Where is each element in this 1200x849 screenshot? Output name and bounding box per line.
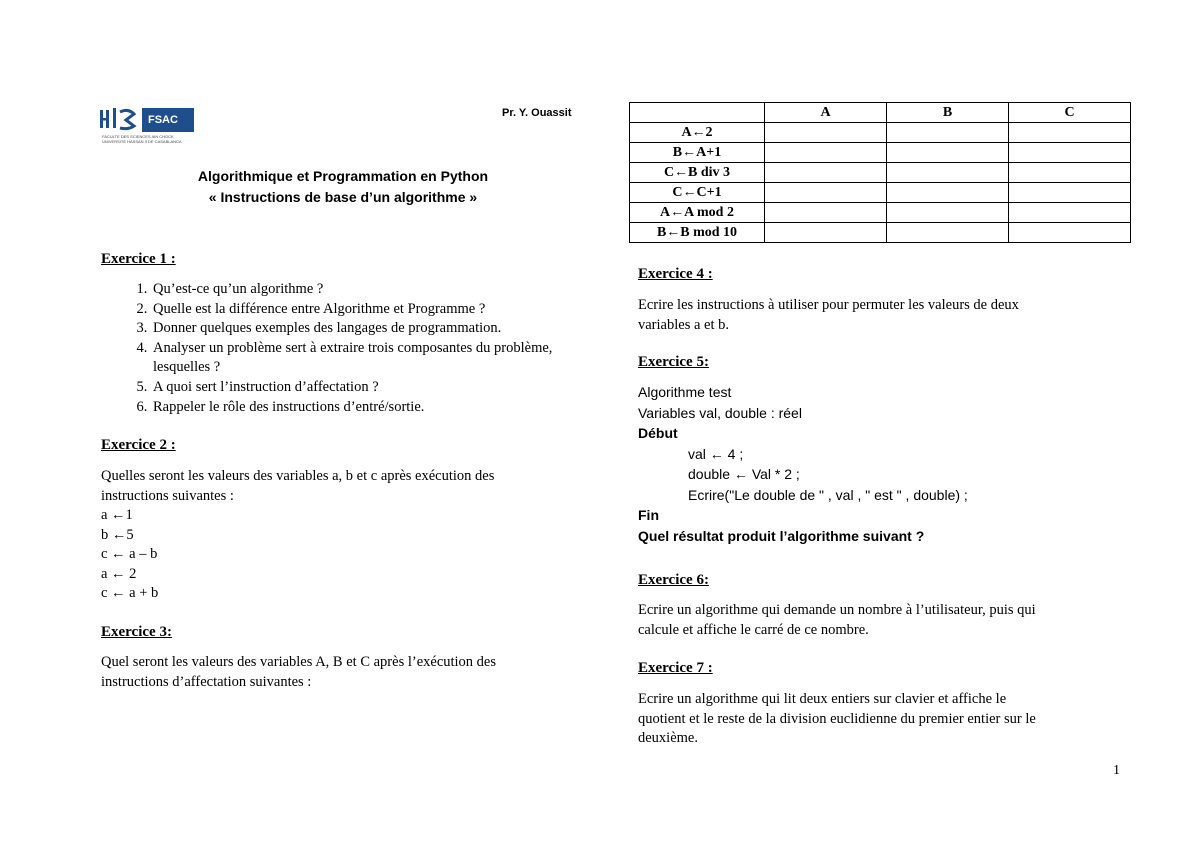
- text-line: quotient et le reste de la division euclidienne du premier entier sur le: [638, 710, 1036, 727]
- value-cell: [765, 123, 887, 143]
- exercise-6-text: [638, 601, 1138, 640]
- exercise-1-heading: Exercice 1 :: [101, 251, 176, 267]
- document-title: Algorithmique et Programmation en Python: [197, 168, 489, 184]
- exercise-3-text: [101, 653, 591, 692]
- value-cell: [887, 183, 1009, 203]
- value-cell: [887, 123, 1009, 143]
- code-line: Algorithme test: [638, 384, 732, 400]
- value-cell: [765, 203, 887, 223]
- list-item: 3. Donner quelques exemples des langages de programmation.: [151, 319, 611, 339]
- table-row: [630, 143, 1131, 163]
- exercise-4-text: [638, 296, 1138, 335]
- author: Pr. Y. Ouassit: [502, 107, 572, 119]
- table-row: [630, 123, 1131, 143]
- table-header-cell: C: [1009, 103, 1131, 123]
- table-row: [630, 183, 1131, 203]
- list-item: 2. Quelle est la différence entre Algorithme et Programme ?: [151, 300, 611, 320]
- value-cell: [1009, 163, 1131, 183]
- instruction-cell: A←2: [630, 123, 765, 143]
- value-cell: [887, 203, 1009, 223]
- instruction-cell: C←B div 3: [630, 163, 765, 183]
- value-cell: [1009, 143, 1131, 163]
- table-row: [630, 223, 1131, 243]
- value-cell: [1009, 203, 1131, 223]
- code-line: Ecrire("Le double de " , val , " est " , double) ;: [688, 486, 968, 503]
- list-item: 5. A quoi sert l’instruction d’affectation ?: [151, 378, 611, 398]
- text-line: deuxième.: [638, 730, 698, 746]
- value-cell: [887, 163, 1009, 183]
- page-number: 1: [1113, 763, 1120, 778]
- exercise-2-heading: Exercice 2 :: [101, 437, 176, 453]
- instruction-cell: B←B mod 10: [630, 223, 765, 243]
- exercise-5-heading: Exercice 5:: [638, 354, 709, 370]
- table-header-cell: B: [887, 103, 1009, 123]
- exercise-7-text: [638, 690, 1138, 749]
- table-header-row: [630, 103, 1131, 123]
- question-line: Quel résultat produit l’algorithme suivant ?: [638, 527, 925, 544]
- table-row: [630, 203, 1131, 223]
- logo-caption: FACULTE DES SCIENCES AIN CHOCK UNIVERSITE HASSAN II DE CASABLANCA: [102, 134, 182, 144]
- exercise-4-heading: Exercice 4 :: [638, 266, 713, 282]
- text-line: instructions suivantes :: [101, 487, 234, 504]
- code-line: val ← 4 ;: [688, 445, 744, 462]
- code-line: Variables val, double : réel: [638, 404, 802, 421]
- value-cell: [1009, 183, 1131, 203]
- code-line: b ←5: [101, 526, 134, 543]
- fsac-logo: [100, 104, 200, 146]
- text-line: Ecrire un algorithme qui demande un nombre à l’utilisateur, puis qui: [638, 602, 1036, 618]
- value-cell: [887, 223, 1009, 243]
- instruction-cell: C←C+1: [630, 183, 765, 203]
- variables-table: [629, 102, 1131, 243]
- value-cell: [765, 183, 887, 203]
- code-line: c ← a – b: [101, 546, 158, 562]
- exercise-1-questions: [127, 280, 611, 417]
- exercise-7-heading: Exercice 7 :: [638, 660, 713, 676]
- code-line: Fin: [638, 507, 659, 523]
- text-line: calcule et affiche le carré de ce nombre.: [638, 621, 869, 638]
- value-cell: [765, 223, 887, 243]
- value-cell: [765, 143, 887, 163]
- text-line: Ecrire les instructions à utiliser pour permuter les valeurs de deux: [638, 297, 1019, 313]
- exercise-3-heading: Exercice 3:: [101, 624, 172, 640]
- university-mark-icon: [100, 106, 140, 132]
- text-line: instructions d’affectation suivantes :: [101, 673, 312, 690]
- text-line: Quelles seront les valeurs des variables a, b et c après exécution des: [101, 468, 495, 484]
- value-cell: [1009, 223, 1131, 243]
- list-item: 6. Rappeler le rôle des instructions d’entré/sortie.: [151, 398, 611, 418]
- code-line: double ← Val * 2 ;: [688, 466, 800, 482]
- table-header-cell: A: [765, 103, 887, 123]
- code-line: Début: [638, 425, 678, 441]
- exercise-6-heading: Exercice 6:: [638, 572, 709, 588]
- value-cell: [887, 143, 1009, 163]
- list-item: 4. Analyser un problème sert à extraire trois composantes du problème, lesquelles ?: [151, 339, 611, 378]
- value-cell: [1009, 123, 1131, 143]
- list-item: 1. Qu’est-ce qu’un algorithme ?: [151, 280, 611, 300]
- code-line: c ← a + b: [101, 585, 159, 601]
- instruction-cell: A←A mod 2: [630, 203, 765, 223]
- table-header-cell: [630, 103, 765, 123]
- logo-badge: FSAC: [142, 108, 194, 132]
- text-line: Ecrire un algorithme qui lit deux entiers sur clavier et affiche le: [638, 691, 1007, 707]
- code-line: a ←1: [101, 507, 133, 523]
- exercise-5-algorithm: [638, 382, 1138, 546]
- instruction-cell: B←A+1: [630, 143, 765, 163]
- code-line: a ← 2: [101, 565, 137, 582]
- value-cell: [765, 163, 887, 183]
- text-line: variables a et b.: [638, 316, 729, 333]
- document-subtitle: « Instructions de base d’un algorithme »: [208, 189, 478, 205]
- table-row: [630, 163, 1131, 183]
- text-line: Quel seront les valeurs des variables A, B et C après l’exécution des: [101, 654, 497, 670]
- exercise-2-text: [101, 467, 591, 604]
